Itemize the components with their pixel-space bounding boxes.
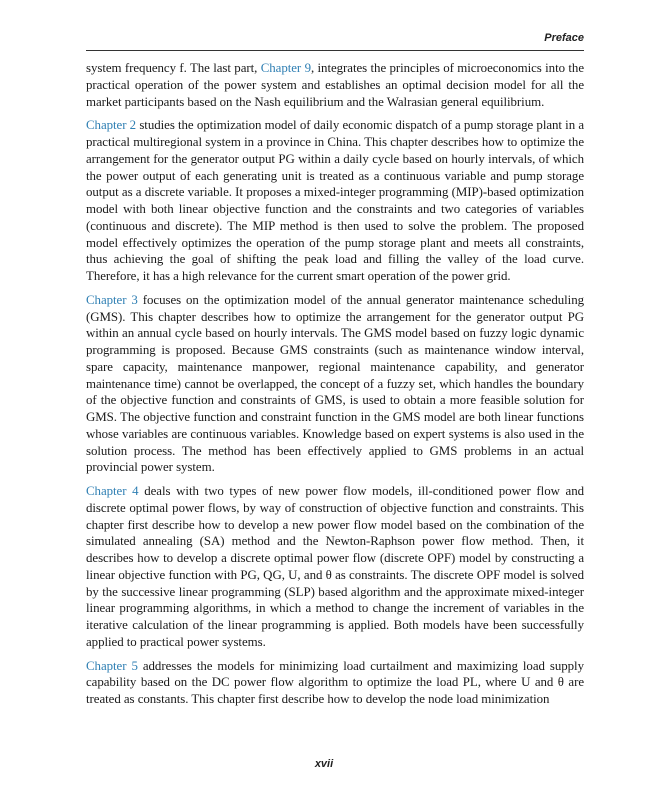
header-rule — [86, 50, 584, 51]
paragraph-chapter-2 — [86, 117, 584, 285]
paragraph-intro-continued — [86, 60, 584, 110]
paragraph-text: deals with two types of new power flow models, ill-conditioned power flow and discrete optimal power flows, by way of construction of objective function and constraints. This chapter first describe how to develop a new power flow model based on the combination of the simulated annealing (SA) method and the Newton-Raphson power flow method. Then, it describes how to develop a discrete optimal power flow (discrete OPF) model by constructing a linear objective function with PG, QG, U, and θ as constraints. The discrete OPF model is solved by the successive linear programming (SLP) based algorithm and the approximate mixed-integer linear programming algorithms, in which a method to change the increment of variables in the iterative calculation of the linear programming is applied. Both models have been successfully applied to practical power systems. — [86, 484, 585, 649]
paragraph-text: addresses the models for minimizing load curtailment and maximizing load supply capability based on the DC power flow algorithm to optimize the load PL, where U and θ are treated as constants. This chapter first describe how to develop the node load minimization — [86, 658, 584, 706]
chapter-5-link[interactable]: Chapter 5 — [86, 658, 138, 673]
paragraph-chapter-5 — [86, 658, 584, 708]
chapter-3-link[interactable]: Chapter 3 — [86, 292, 138, 307]
running-head-title: Preface — [544, 32, 584, 44]
body-text — [86, 60, 584, 715]
chapter-2-link[interactable]: Chapter 2 — [86, 118, 137, 133]
paragraph-text: studies the optimization model of daily economic dispatch of a pump storage plant in a practical multiregional system in a province in China. This chapter describes how to optimize the arrangement for the generator output PG within a daily cycle based on hourly intervals, of which the power output of each generating unit is treated as a continuous variable and pump storage output as a discrete variable. It proposes a mixed-integer programming (MIP)-based optimization model with both linear objective function and the constraints and two categories of variables (continuous and discrete). The MIP method is then used to solve the problem. The proposed model effectively optimizes the operation of the pump storage plant and meets all constraints, thus achieving the goal of shifting the peak load and filling the valley of the load curve. Therefore, it has a high relevance for the current smart operation of the power grid. — [86, 118, 585, 283]
paragraph-text: system frequency f. The last part, — [86, 61, 261, 75]
paragraph-text: focuses on the optimization model of the annual generator maintenance scheduling (GMS). This chapter describes how to optimize the arrangement for the generator output PG within an annual cycle based on hourly intervals. The GMS model based on fuzzy logic dynamic programming is proposed. Because GMS constraints (such as maintenance window interval, spare capacity, maintenance manpower, regional maintenance capability, and generator maintenance time) cannot be overlapped, the concept of a fuzzy set, which handles the boundary of the objective function and constraints of GMS, is used to obtain a more feasible solution for GMS. The objective function and constraint function in the GMS model are both linear functions whose variables are continuous variables. Knowledge based on expert systems is also used in the solution process. The method has been effectively applied to GMS problems in an actual provincial power system. — [86, 292, 584, 475]
paragraph-chapter-3 — [86, 292, 584, 476]
page-number: xvii — [314, 758, 334, 770]
chapter-9-link[interactable]: Chapter 9 — [260, 61, 311, 75]
chapter-4-link[interactable]: Chapter 4 — [86, 484, 139, 498]
paragraph-chapter-4 — [86, 483, 584, 651]
paragraph-text: , integrates the principles of microeconomics into the practical operation of the power system and establishes an optimal decision model for all the market participants based on the Nash equilibrium and the Walrasian general equilibrium. — [86, 61, 584, 109]
